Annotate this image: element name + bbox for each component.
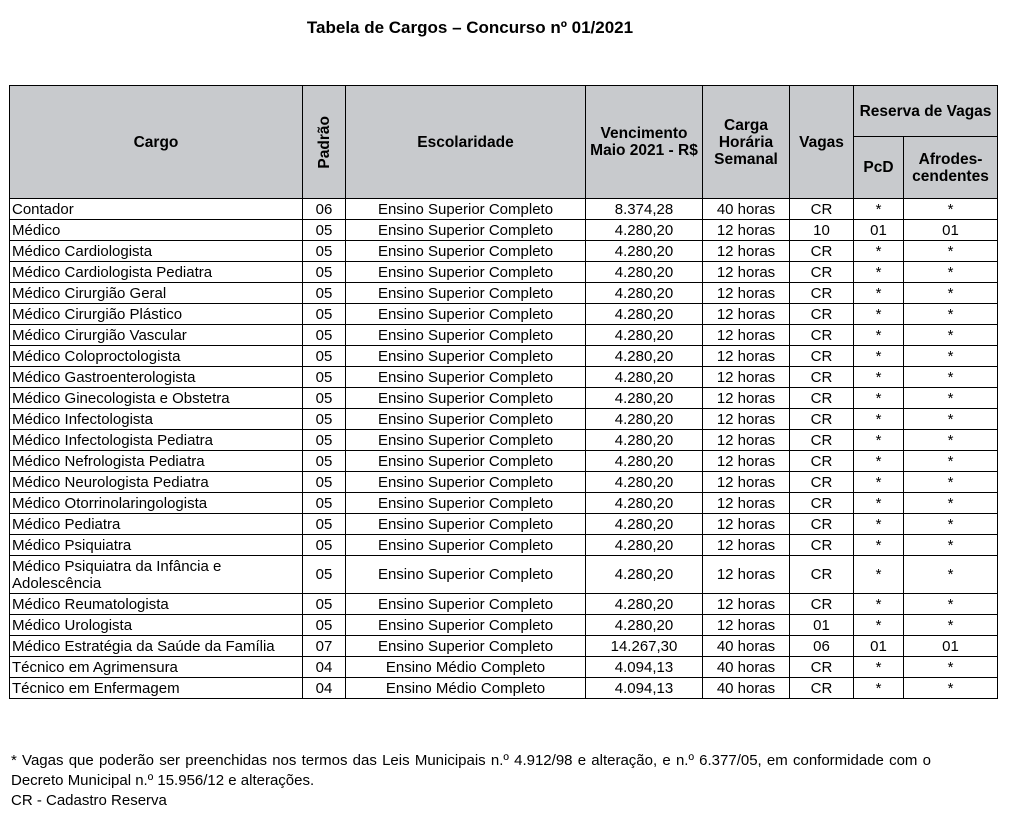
cell-cargo: Médico Urologista: [10, 615, 303, 636]
cell-cargo: Médico Cirurgião Plástico: [10, 304, 303, 325]
cell-cargo: Médico Cirurgião Vascular: [10, 325, 303, 346]
cell-vagas: CR: [790, 304, 854, 325]
header-padrao: [303, 86, 346, 199]
cell-cargo: Médico Coloproctologista: [10, 346, 303, 367]
cell-vagas: CR: [790, 678, 854, 699]
cell-cargo: Técnico em Agrimensura: [10, 657, 303, 678]
cell-cargo: Médico Estratégia da Saúde da Família: [10, 636, 303, 657]
cell-pcd: *: [854, 325, 904, 346]
cell-afrodescendentes: *: [904, 535, 998, 556]
cell-pcd: *: [854, 472, 904, 493]
cell-pcd: *: [854, 451, 904, 472]
cell-escolaridade: Ensino Superior Completo: [346, 556, 586, 594]
cell-afrodescendentes: *: [904, 262, 998, 283]
cell-pcd: *: [854, 535, 904, 556]
cell-vagas: CR: [790, 472, 854, 493]
cell-cargo: Médico Otorrinolaringologista: [10, 493, 303, 514]
table-row: [10, 657, 998, 678]
cell-vagas: 10: [790, 220, 854, 241]
cell-carga-horaria: 12 horas: [703, 388, 790, 409]
cell-padrao: 04: [303, 678, 346, 699]
cell-vencimento: 4.094,13: [586, 678, 703, 699]
cell-vencimento: 4.280,20: [586, 367, 703, 388]
cell-cargo: Médico Cardiologista: [10, 241, 303, 262]
cell-vagas: 06: [790, 636, 854, 657]
cell-escolaridade: Ensino Superior Completo: [346, 594, 586, 615]
table-row: [10, 514, 998, 535]
cell-escolaridade: Ensino Superior Completo: [346, 514, 586, 535]
cell-vagas: CR: [790, 199, 854, 220]
cell-carga-horaria: 12 horas: [703, 283, 790, 304]
table-body: [10, 199, 998, 699]
cell-carga-horaria: 12 horas: [703, 367, 790, 388]
table-row: [10, 220, 998, 241]
cell-escolaridade: Ensino Superior Completo: [346, 262, 586, 283]
cell-pcd: *: [854, 657, 904, 678]
cell-vencimento: 4.280,20: [586, 409, 703, 430]
cell-escolaridade: Ensino Superior Completo: [346, 493, 586, 514]
cell-padrao: 05: [303, 262, 346, 283]
cell-padrao: 05: [303, 430, 346, 451]
page-title: Tabela de Cargos – Concurso nº 01/2021: [306, 18, 634, 37]
cell-padrao: 07: [303, 636, 346, 657]
cell-vagas: CR: [790, 262, 854, 283]
table-row: [10, 430, 998, 451]
table-row: [10, 451, 998, 472]
cell-carga-horaria: 40 horas: [703, 199, 790, 220]
cell-pcd: *: [854, 409, 904, 430]
cell-pcd: *: [854, 241, 904, 262]
cell-carga-horaria: 12 horas: [703, 493, 790, 514]
header-carga-horaria: Carga Horária Semanal: [703, 86, 790, 199]
cell-vagas: CR: [790, 346, 854, 367]
footnote-cr: CR - Cadastro Reserva: [11, 792, 167, 809]
cell-carga-horaria: 12 horas: [703, 220, 790, 241]
cell-escolaridade: Ensino Superior Completo: [346, 472, 586, 493]
cell-padrao: 05: [303, 241, 346, 262]
cell-escolaridade: Ensino Superior Completo: [346, 409, 586, 430]
cell-vencimento: 4.280,20: [586, 304, 703, 325]
cell-pcd: *: [854, 262, 904, 283]
cell-pcd: *: [854, 304, 904, 325]
cell-vencimento: 8.374,28: [586, 199, 703, 220]
table-row: [10, 262, 998, 283]
cell-padrao: 05: [303, 451, 346, 472]
header-afrodescendentes: Afrodes-cendentes: [904, 137, 998, 199]
cell-padrao: 05: [303, 514, 346, 535]
cell-cargo: Técnico em Enfermagem: [10, 678, 303, 699]
cell-afrodescendentes: 01: [904, 636, 998, 657]
header-cargo: Cargo: [10, 86, 303, 199]
cell-vencimento: 4.280,20: [586, 535, 703, 556]
cell-cargo: Médico Neurologista Pediatra: [10, 472, 303, 493]
cell-escolaridade: Ensino Superior Completo: [346, 325, 586, 346]
header-escolaridade: Escolaridade: [346, 86, 586, 199]
cell-carga-horaria: 12 horas: [703, 535, 790, 556]
cell-vagas: CR: [790, 367, 854, 388]
cell-pcd: *: [854, 199, 904, 220]
cell-pcd: *: [854, 346, 904, 367]
cell-escolaridade: Ensino Superior Completo: [346, 346, 586, 367]
cell-cargo: Médico: [10, 220, 303, 241]
cell-escolaridade: Ensino Superior Completo: [346, 304, 586, 325]
cell-carga-horaria: 12 horas: [703, 615, 790, 636]
table-row: [10, 367, 998, 388]
cell-pcd: *: [854, 514, 904, 535]
cell-vagas: CR: [790, 535, 854, 556]
table-row: [10, 409, 998, 430]
cell-afrodescendentes: *: [904, 304, 998, 325]
cell-afrodescendentes: 01: [904, 220, 998, 241]
cell-carga-horaria: 12 horas: [703, 241, 790, 262]
table-row: [10, 636, 998, 657]
cell-pcd: *: [854, 388, 904, 409]
cell-vencimento: 4.280,20: [586, 388, 703, 409]
cell-afrodescendentes: *: [904, 514, 998, 535]
cell-carga-horaria: 12 horas: [703, 409, 790, 430]
cell-afrodescendentes: *: [904, 325, 998, 346]
cargos-table: [9, 85, 998, 699]
table-row: [10, 199, 998, 220]
table-row: [10, 535, 998, 556]
cell-carga-horaria: 12 horas: [703, 451, 790, 472]
cell-padrao: 05: [303, 388, 346, 409]
cell-pcd: 01: [854, 220, 904, 241]
cell-afrodescendentes: *: [904, 346, 998, 367]
cell-padrao: 05: [303, 283, 346, 304]
cell-vagas: CR: [790, 388, 854, 409]
header-vagas: Vagas: [790, 86, 854, 199]
cell-afrodescendentes: *: [904, 556, 998, 594]
cell-cargo: Médico Cardiologista Pediatra: [10, 262, 303, 283]
cell-afrodescendentes: *: [904, 615, 998, 636]
cell-afrodescendentes: *: [904, 283, 998, 304]
cell-vencimento: 4.280,20: [586, 615, 703, 636]
cell-vencimento: 4.094,13: [586, 657, 703, 678]
table-row: [10, 304, 998, 325]
cell-vencimento: 4.280,20: [586, 514, 703, 535]
cell-pcd: *: [854, 283, 904, 304]
footnotes: [11, 751, 931, 811]
cell-escolaridade: Ensino Superior Completo: [346, 241, 586, 262]
cell-escolaridade: Ensino Superior Completo: [346, 615, 586, 636]
cell-carga-horaria: 12 horas: [703, 514, 790, 535]
cell-vagas: CR: [790, 409, 854, 430]
cell-cargo: Médico Psiquiatra: [10, 535, 303, 556]
cell-afrodescendentes: *: [904, 451, 998, 472]
cell-afrodescendentes: *: [904, 367, 998, 388]
cell-pcd: *: [854, 594, 904, 615]
header-reserva-vagas: Reserva de Vagas: [854, 86, 998, 137]
table-row: [10, 493, 998, 514]
cell-carga-horaria: 12 horas: [703, 346, 790, 367]
cell-padrao: 05: [303, 493, 346, 514]
table-row: [10, 594, 998, 615]
cell-vagas: CR: [790, 430, 854, 451]
cell-pcd: *: [854, 493, 904, 514]
cell-padrao: 05: [303, 346, 346, 367]
header-padrao-label: Padrão: [315, 115, 333, 169]
cell-afrodescendentes: *: [904, 430, 998, 451]
cell-vagas: CR: [790, 493, 854, 514]
cell-vencimento: 14.267,30: [586, 636, 703, 657]
table-row: [10, 346, 998, 367]
cell-afrodescendentes: *: [904, 594, 998, 615]
cell-escolaridade: Ensino Superior Completo: [346, 367, 586, 388]
cell-vagas: CR: [790, 514, 854, 535]
cell-afrodescendentes: *: [904, 199, 998, 220]
cell-vencimento: 4.280,20: [586, 451, 703, 472]
cell-cargo: Contador: [10, 199, 303, 220]
cell-vagas: CR: [790, 657, 854, 678]
cell-vencimento: 4.280,20: [586, 220, 703, 241]
cell-vagas: CR: [790, 556, 854, 594]
cell-escolaridade: Ensino Superior Completo: [346, 451, 586, 472]
cell-escolaridade: Ensino Superior Completo: [346, 388, 586, 409]
cell-padrao: 05: [303, 367, 346, 388]
cell-carga-horaria: 12 horas: [703, 472, 790, 493]
cell-carga-horaria: 40 horas: [703, 636, 790, 657]
cell-vencimento: 4.280,20: [586, 472, 703, 493]
cell-vencimento: 4.280,20: [586, 346, 703, 367]
cell-cargo: Médico Gastroenterologista: [10, 367, 303, 388]
cell-afrodescendentes: *: [904, 472, 998, 493]
cell-padrao: 05: [303, 409, 346, 430]
cell-escolaridade: Ensino Superior Completo: [346, 535, 586, 556]
cell-vagas: CR: [790, 325, 854, 346]
footnote-asterisk: * Vagas que poderão ser preenchidas nos termos das Leis Municipais n.º 4.912/98 e alteração, e n.º 6.377/05, em conformidade com o Decreto Municipal n.º 15.956/12 e alterações.: [11, 752, 931, 789]
cell-cargo: Médico Ginecologista e Obstetra: [10, 388, 303, 409]
cell-afrodescendentes: *: [904, 657, 998, 678]
cell-vencimento: 4.280,20: [586, 493, 703, 514]
cell-escolaridade: Ensino Superior Completo: [346, 636, 586, 657]
table-row: [10, 241, 998, 262]
cell-afrodescendentes: *: [904, 388, 998, 409]
table-row: [10, 283, 998, 304]
cell-cargo: Médico Infectologista Pediatra: [10, 430, 303, 451]
cell-cargo: Médico Nefrologista Pediatra: [10, 451, 303, 472]
cell-vagas: CR: [790, 594, 854, 615]
cell-padrao: 05: [303, 304, 346, 325]
cell-pcd: *: [854, 430, 904, 451]
header-pcd: PcD: [854, 137, 904, 199]
cell-carga-horaria: 12 horas: [703, 594, 790, 615]
cell-carga-horaria: 12 horas: [703, 262, 790, 283]
cell-afrodescendentes: *: [904, 409, 998, 430]
cell-afrodescendentes: *: [904, 241, 998, 262]
cell-escolaridade: Ensino Superior Completo: [346, 430, 586, 451]
cell-vencimento: 4.280,20: [586, 556, 703, 594]
table-row: [10, 325, 998, 346]
cell-vencimento: 4.280,20: [586, 262, 703, 283]
cell-escolaridade: Ensino Superior Completo: [346, 283, 586, 304]
cell-vencimento: 4.280,20: [586, 283, 703, 304]
cell-pcd: *: [854, 615, 904, 636]
cell-padrao: 05: [303, 615, 346, 636]
cell-afrodescendentes: *: [904, 678, 998, 699]
cell-cargo: Médico Psiquiatra da Infância e Adolescência: [10, 556, 303, 594]
cell-carga-horaria: 40 horas: [703, 657, 790, 678]
cell-carga-horaria: 12 horas: [703, 430, 790, 451]
cell-cargo: Médico Infectologista: [10, 409, 303, 430]
cell-cargo: Médico Reumatologista: [10, 594, 303, 615]
cell-carga-horaria: 12 horas: [703, 304, 790, 325]
cell-padrao: 05: [303, 556, 346, 594]
cell-escolaridade: Ensino Superior Completo: [346, 220, 586, 241]
table-row: [10, 556, 998, 594]
cell-carga-horaria: 12 horas: [703, 325, 790, 346]
cell-pcd: *: [854, 678, 904, 699]
cell-padrao: 06: [303, 199, 346, 220]
cell-padrao: 05: [303, 535, 346, 556]
cell-padrao: 05: [303, 325, 346, 346]
cell-escolaridade: Ensino Superior Completo: [346, 199, 586, 220]
cell-carga-horaria: 40 horas: [703, 678, 790, 699]
cell-vagas: CR: [790, 451, 854, 472]
cell-pcd: 01: [854, 636, 904, 657]
cell-cargo: Médico Cirurgião Geral: [10, 283, 303, 304]
table-row: [10, 615, 998, 636]
cell-vencimento: 4.280,20: [586, 325, 703, 346]
cell-vencimento: 4.280,20: [586, 594, 703, 615]
cell-vencimento: 4.280,20: [586, 241, 703, 262]
cell-padrao: 04: [303, 657, 346, 678]
table-row: [10, 678, 998, 699]
cell-vencimento: 4.280,20: [586, 430, 703, 451]
table-row: [10, 472, 998, 493]
cell-carga-horaria: 12 horas: [703, 556, 790, 594]
cell-pcd: *: [854, 556, 904, 594]
table-row: [10, 388, 998, 409]
cell-padrao: 05: [303, 220, 346, 241]
cell-cargo: Médico Pediatra: [10, 514, 303, 535]
cell-escolaridade: Ensino Médio Completo: [346, 657, 586, 678]
cell-vagas: 01: [790, 615, 854, 636]
cell-escolaridade: Ensino Médio Completo: [346, 678, 586, 699]
cell-vagas: CR: [790, 241, 854, 262]
cell-padrao: 05: [303, 594, 346, 615]
cell-pcd: *: [854, 367, 904, 388]
cell-padrao: 05: [303, 472, 346, 493]
cell-afrodescendentes: *: [904, 493, 998, 514]
header-vencimento: Vencimento Maio 2021 - R$: [586, 86, 703, 199]
cell-vagas: CR: [790, 283, 854, 304]
